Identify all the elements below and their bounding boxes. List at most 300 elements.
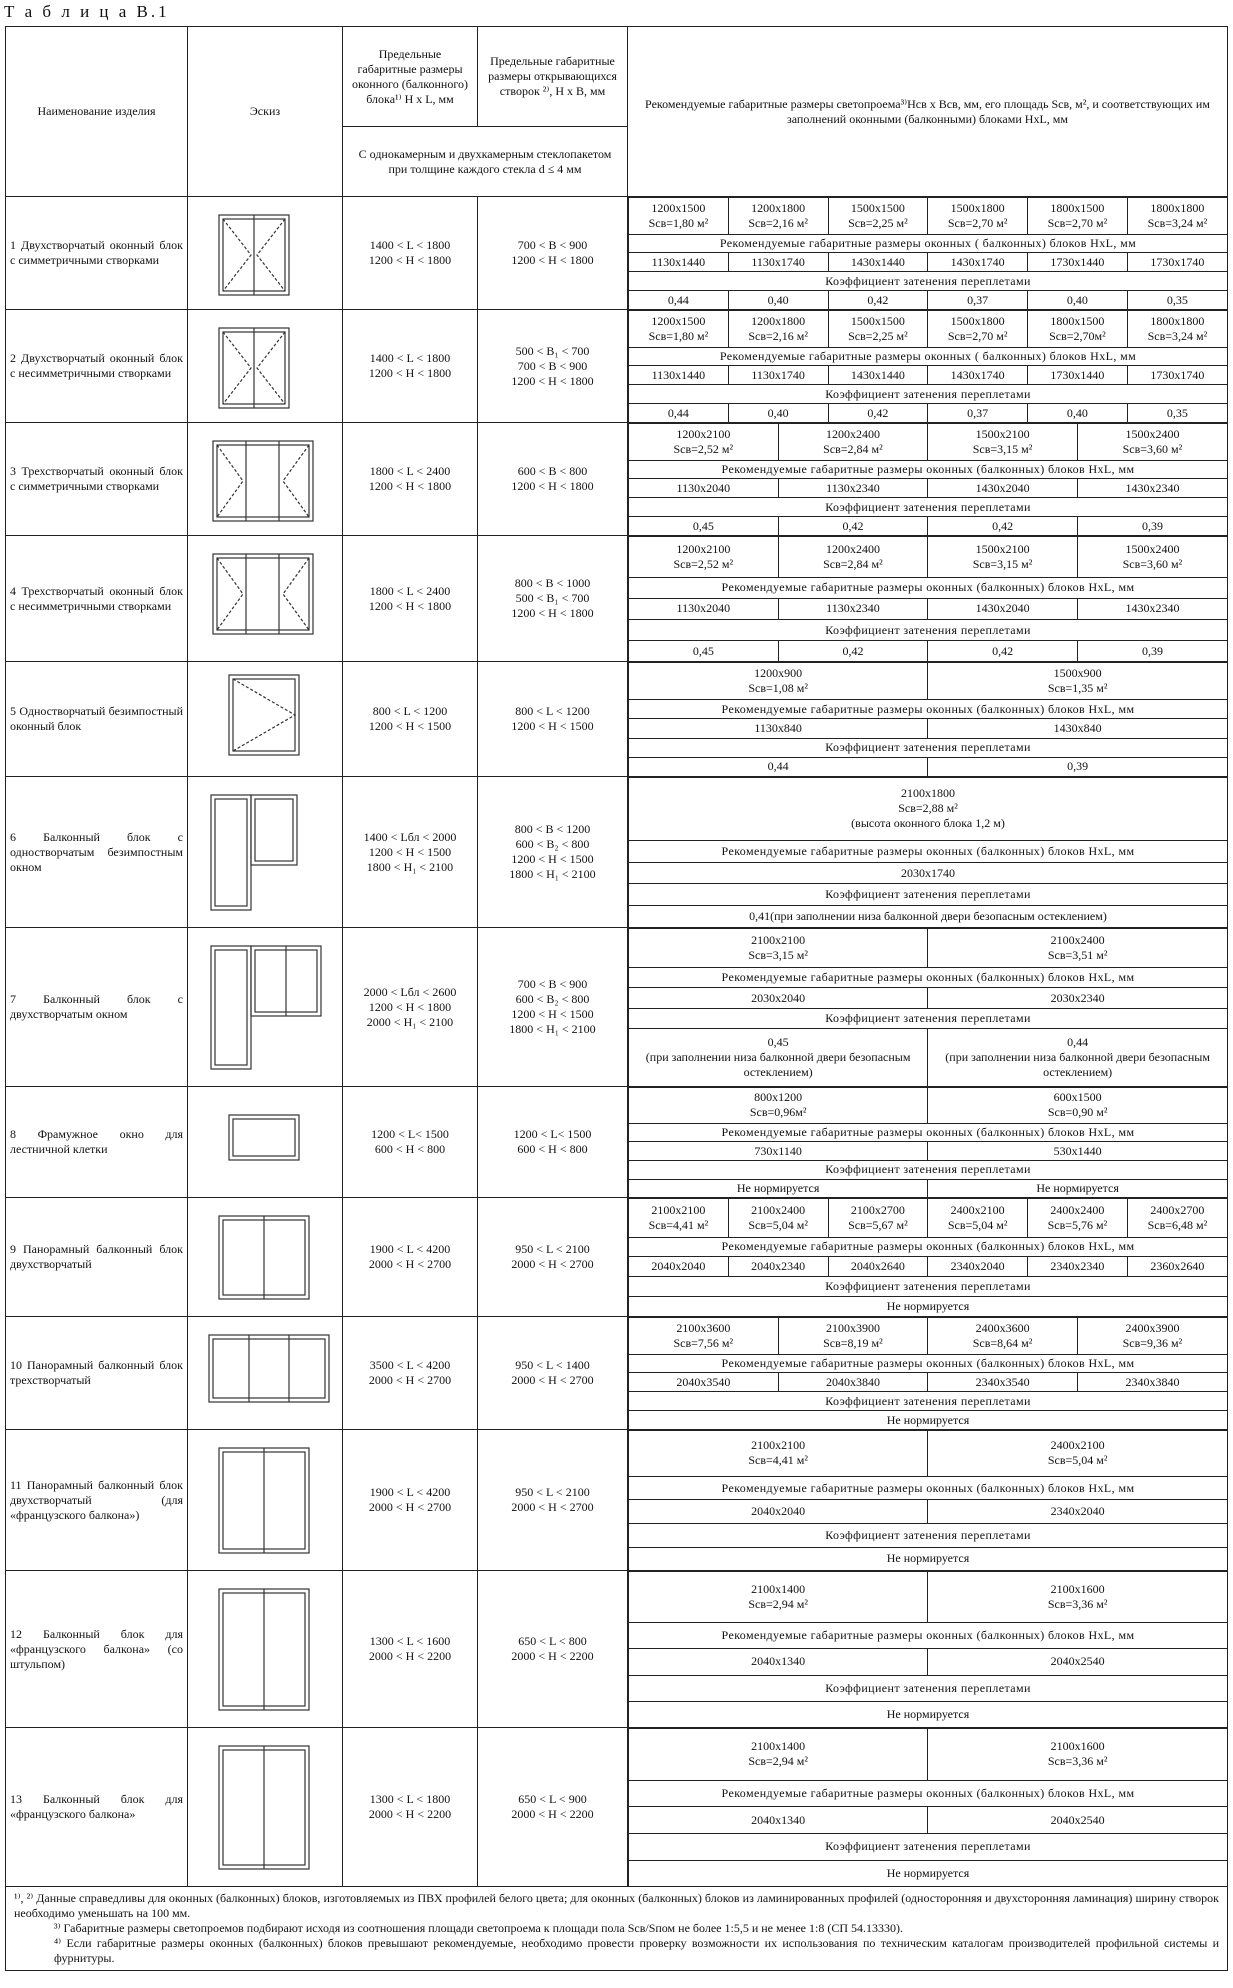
sash-limit: 500 < B₁ < 700 [515,343,590,358]
coef-value: 0,44 [667,405,689,420]
window-sketch-icon [189,780,342,924]
coef-value: 0,42 [867,292,889,307]
opening-size: 2100x1800 [901,786,955,801]
sash-limits [478,777,628,928]
opening-size: 1200x2400 [825,426,880,441]
block-limits [343,662,478,777]
block-size: 1430x1740 [928,366,1028,385]
opening-size: 2100x2700 [850,1202,905,1217]
block-size: 530x1440 [928,1142,1227,1161]
sash-limits [478,662,628,777]
opening-size: 1500x2400 [1125,426,1180,441]
recommended-cell [628,1087,1228,1198]
opening-area: Sсв=3,51 м² [1047,948,1108,963]
coef-value: 0,40 [767,292,789,307]
coef-value: 0,42 [992,518,1014,533]
opening-area: Sсв=2,84 м² [823,556,883,571]
coef-label: Коэффициент затенения переплетами [629,1523,1228,1547]
block-limit: 1800 < L < 2400 [369,464,451,478]
opening-size: 2100x1400 [751,1582,806,1596]
recommended-cell [628,662,1228,777]
header-limits-block: Предельные габаритные размеры оконного (балконного) блока¹⁾ H x L, мм [343,27,478,127]
coef-value: 0,44 [767,759,789,774]
block-size: 2340x3840 [1077,1373,1227,1392]
block-size: 2040x1340 [629,1807,928,1834]
sketch-cell [188,1198,343,1317]
block-limit: 1800 < H₁ < 2100 [366,859,454,874]
block-size: 1130x1440 [629,253,729,272]
sash-limit: 2000 < H < 2700 [511,1373,594,1387]
block-size: 1130x1740 [728,253,828,272]
coef-value: 0,40 [1066,292,1088,307]
block-size: 2030x2040 [629,988,928,1008]
opening-size: 1500x1500 [850,313,905,328]
table-title: Т а б л и ц а В.1 [4,2,170,21]
block-size: 2040x2040 [629,1500,928,1524]
block-size: 2340x2040 [928,1257,1028,1277]
coef-value: Не нормируется [629,1547,1228,1570]
opening-area: Sсв=8,19 м² [823,1335,883,1350]
sketch-cell [188,777,343,928]
sash-limit: 650 < L < 900 [518,1792,587,1806]
opening-size: 2100x2400 [751,1202,806,1217]
opening-area: Sсв=0,90 м² [1047,1105,1108,1120]
opening-size: 1800x1500 [1050,200,1105,215]
recommended-cell [628,928,1228,1087]
opening-area: Sсв=3,15 м² [972,556,1033,571]
sash-limit: 650 < L < 800 [518,1634,587,1648]
table-row [6,536,1228,662]
block-size: 1730x1740 [1127,253,1227,272]
windows-table [5,26,1228,1971]
rec-label: Рекомендуемые габаритные размеры оконных (балконных) блоков HxL, мм [629,700,1228,719]
product-name: 1 Двухстворчатый оконный блок с симметричными створками [6,197,188,310]
block-size: 2040x2040 [629,1257,729,1277]
block-size: 730x1140 [629,1142,928,1161]
rec-label: Рекомендуемые габаритные размеры оконных ( балконных) блоков HxL, мм [629,347,1228,366]
block-size: 2030x2340 [928,988,1227,1008]
product-name: 9 Панорамный балконный блок двухстворчатый [6,1198,188,1317]
block-limits [343,310,478,423]
opening-area: Sсв=0,96м² [749,1105,807,1120]
block-limit: 1200 < H < 1800 [368,253,452,267]
sash-limit: 600 < B₂ < 800 [515,992,590,1006]
window-sketch-icon [189,665,342,773]
opening-size: 2400x2100 [950,1202,1005,1217]
rec-label: Рекомендуемые габаритные размеры оконных (балконных) блоков HxL, мм [629,840,1228,862]
sash-limit: 800 < B < 1200 [514,822,591,836]
opening-area: Sсв=2,52 м² [673,441,734,456]
opening-size: 2400x3600 [975,1320,1030,1335]
opening-area: Sсв=9,36 м² [1122,1335,1183,1350]
opening-size: 2100x1600 [1050,1582,1105,1596]
opening-size: 1500x2100 [975,541,1030,556]
opening-size: 1200x1800 [751,313,806,328]
table-row [6,777,1228,928]
opening-size: 1800x1800 [1150,200,1205,215]
coef-value: 0,45 [692,643,714,658]
sash-limits [478,1317,628,1430]
opening-area: Sсв=2,70м² [1049,328,1106,343]
sash-limit: 800 < B < 1000 [514,576,591,590]
coef-value: 0,44 [667,292,689,307]
table-row [6,1430,1228,1571]
block-limit: 1200 < H < 1500 [368,719,452,733]
window-sketch-icon [189,1201,342,1313]
block-limit: 1200 < H < 1800 [368,598,452,613]
sash-limits [478,1198,628,1317]
block-limits [343,777,478,928]
table-row [6,1198,1228,1317]
product-name: 10 Панорамный балконный блок трехстворчатый [6,1317,188,1430]
opening-area: Sсв=2,88 м² [898,801,958,816]
table-row [6,662,1228,777]
footnote-1: ¹⁾, ²⁾ Данные справедливы для оконных (балконных) блоков, изготовляемых из ПВХ профилей белого цвета; для оконных (балконных) блоков из ламинированных профилей (односторонняя и двухсторонняя ламинация) ширину створок необходимо уменьшать на 100 мм. [14,1891,1219,1920]
sash-limit: 2000 < H < 2200 [511,1649,594,1663]
coef-value: 0,45 [767,1034,789,1049]
window-sketch-icon [189,426,342,532]
block-limit: 1400 < L < 1800 [369,238,451,252]
sash-limits [478,928,628,1087]
window-sketch-icon [189,1731,342,1883]
product-name: 4 Трехстворчатый оконный блок с несимметричными створками [6,536,188,662]
opening-area: Sсв=2,70 м² [947,328,1008,343]
block-size: 1430x1440 [828,253,928,272]
coef-value: Не нормируется [629,1411,1228,1429]
block-limit: 2000 < H < 2700 [368,1500,452,1514]
opening-area: Sсв=4,41 м² [748,1453,808,1468]
sketch-cell [188,662,343,777]
opening-size: 2400x2100 [1050,1438,1105,1453]
sash-limit: 700 < B < 900 [517,238,588,252]
coef-value: Не нормируется [736,1180,820,1195]
table-row [6,928,1228,1087]
opening-area: Sсв=2,70 м² [1047,215,1108,230]
coef-value: 0,45 [692,518,714,533]
window-sketch-icon [189,931,342,1083]
sash-limit: 1200 < H < 1800 [511,253,594,267]
product-name: 3 Трехстворчатый оконный блок с симметричными створками [6,423,188,536]
sash-limit: 950 < L < 2100 [515,1485,590,1499]
block-size: 1130x2340 [778,479,928,498]
table-row [6,1728,1228,1887]
block-limit: 2000 < H < 2200 [368,1649,452,1663]
opening-size: 1500x2400 [1125,541,1180,556]
coef-value: Не нормируется [629,1860,1228,1886]
window-sketch-icon [189,200,342,306]
block-size: 1430x1440 [828,366,928,385]
sketch-cell [188,536,343,662]
block-size: 1430x840 [928,719,1227,738]
coef-label: Коэффициент затенения переплетами [629,385,1228,404]
coef-value: 0,37 [967,292,989,307]
opening-size: 1200x2100 [676,426,731,441]
opening-size: 1200x900 [754,666,803,681]
block-limit: 2000 < H₁ < 2100 [366,1014,454,1029]
coef-value: 0,42 [992,643,1014,658]
rec-label: Рекомендуемые габаритные размеры оконных (балконных) блоков HxL, мм [629,1237,1228,1257]
coef-label: Коэффициент затенения переплетами [629,1675,1228,1701]
header-limits-sash: Предельные габаритные размеры открывающихся створок ²⁾, H x B, мм [478,27,628,127]
sash-limit: 600 < H < 800 [517,1142,588,1156]
block-size: 1730x1440 [1028,366,1128,385]
sketch-cell [188,1087,343,1198]
block-size: 1130x2040 [629,479,779,498]
opening-area: Sсв=1,80 м² [648,215,709,230]
product-name: 12 Балконный блок для «французского балкона» (со штульпом) [6,1571,188,1728]
opening-size: 2400x2400 [1050,1202,1105,1217]
block-limit: 1200 < H < 1800 [368,999,452,1014]
opening-area: Sсв=2,84 м² [823,441,883,456]
block-limit: 1300 < L < 1600 [369,1634,451,1648]
opening-area: Sсв=5,04 м² [947,1217,1008,1232]
sash-limit: 1800 < H₁ < 2100 [509,867,596,881]
block-limit: 1300 < L < 1800 [369,1792,451,1806]
sash-limit: 800 < L < 1200 [515,704,590,718]
coef-value: 0,41(при заполнении низа балконной двери безопасным остеклением) [629,906,1228,927]
sash-limit: 700 < B < 900 [517,358,588,373]
block-limits [343,928,478,1087]
opening-area: Sсв=3,36 м² [1047,1754,1108,1769]
product-name: 7 Балконный блок с двухстворчатым окном [6,928,188,1087]
sash-limit: 2000 < H < 2700 [511,1500,594,1514]
block-size: 1730x1740 [1127,366,1227,385]
coef-value: 0,37 [967,405,989,420]
coef-note: (при заполнении низа балконной двери безопасным остеклением) [645,1049,911,1079]
coef-value: Не нормируется [1036,1180,1119,1195]
coef-value: 0,42 [842,643,864,658]
opening-size: 600x1500 [1053,1090,1102,1105]
window-sketch-icon [189,313,342,419]
footnotes [6,1887,1228,1971]
block-size: 1130x2340 [778,598,928,619]
block-size: 2040x2340 [728,1257,828,1277]
window-sketch-icon [189,1433,342,1567]
opening-area: Sсв=2,94 м² [748,1754,808,1769]
opening-area: Sсв=2,94 м² [748,1597,808,1611]
sash-limit: 1200 < H < 1500 [511,1007,594,1021]
block-size: 1430x2040 [928,479,1078,498]
sketch-cell [188,1317,343,1430]
opening-area: Sсв=3,24 м² [1147,328,1208,343]
sketch-cell [188,197,343,310]
opening-area: Sсв=3,15 м² [748,948,808,963]
opening-size: 2400x3900 [1125,1320,1180,1335]
block-limit: 1800 < L < 2400 [369,583,451,598]
coef-value: 0,42 [842,518,864,533]
coef-label: Коэффициент затенения переплетами [629,1392,1228,1411]
opening-area: Sсв=2,25 м² [848,328,908,343]
coef-label: Коэффициент затенения переплетами [629,1008,1228,1028]
block-size: 2040x2540 [928,1807,1227,1834]
block-limits [343,1198,478,1317]
opening-size: 1200x2400 [825,541,880,556]
block-size: 1430x2340 [1077,598,1227,619]
opening-area: Sсв=3,36 м² [1047,1597,1108,1611]
opening-size: 2100x1400 [751,1739,806,1754]
opening-size: 2100x2100 [751,1438,806,1453]
recommended-cell [628,310,1228,423]
rec-label: Рекомендуемые габаритные размеры оконных (балконных) блоков HxL, мм [629,968,1228,988]
opening-size: 2100x1600 [1050,1739,1105,1754]
block-limits [343,1430,478,1571]
sash-limits [478,423,628,536]
opening-size: 2100x2400 [1050,933,1105,948]
opening-size: 1500x1800 [950,200,1005,215]
sketch-cell [188,1571,343,1728]
block-limits [343,1087,478,1198]
opening-size: 2100x3900 [825,1320,880,1335]
block-limit: 2000 < H < 2700 [368,1257,452,1271]
header-recommended: Рекомендуемые габаритные размеры светопроема³⁾Hсв x Bсв, мм, его площадь Sсв, м², и соответствующих им заполнений оконными (балконными) блоками HxL, мм [628,27,1228,197]
coef-value: 0,42 [867,405,889,420]
block-limit: 1900 < L < 4200 [369,1485,451,1499]
coef-value: 0,40 [767,405,789,420]
sash-limit: 1800 < H₁ < 2100 [509,1022,596,1036]
recommended-cell [628,1317,1228,1430]
block-limits [343,1317,478,1430]
block-limit: 1200 < H < 1800 [368,366,452,380]
block-size: 1430x1740 [928,253,1028,272]
opening-size: 1500x1800 [950,313,1005,328]
coef-value: 0,39 [1141,518,1163,533]
opening-area: Sсв=5,76 м² [1047,1217,1108,1232]
block-limit: 1200 < H < 1500 [368,844,452,859]
opening-size: 1200x1500 [651,313,706,328]
opening-size: 1800x1800 [1150,313,1205,328]
opening-size: 2400x2700 [1150,1202,1205,1217]
header-glazing: С однокамерным и двухкамерным стеклопакетом при толщине каждого стекла d ≤ 4 мм [343,127,628,197]
table-row [6,1317,1228,1430]
recommended-cell [628,1728,1228,1887]
block-limit: 2000 < H < 2700 [368,1373,452,1387]
footnote-3: ³⁾ Габаритные размеры светопроемов подбирают исходя из соотношения площади светопроема к площади пола Sсв/Sпом не более 1:5,5 и не менее 1:8 (СП 54.13330). [54,1921,903,1935]
sash-limit: 950 < L < 1400 [515,1358,590,1372]
opening-area: Sсв=1,08 м² [748,681,808,696]
opening-area: Sсв=7,56 м² [673,1335,734,1350]
opening-size: 800x1200 [754,1090,803,1105]
coef-label: Коэффициент затенения переплетами [629,498,1228,517]
coef-value: Не нормируется [629,1297,1228,1316]
block-limits [343,423,478,536]
sketch-cell [188,423,343,536]
sash-limit: 1200 < L< 1500 [513,1127,592,1141]
block-size: 1730x1440 [1028,253,1128,272]
block-limits [343,197,478,310]
block-size: 2040x3840 [778,1373,928,1392]
product-name: 5 Одностворчатый безимпостный оконный блок [6,662,188,777]
sash-limit: 600 < B₂ < 800 [515,837,590,851]
coef-label: Коэффициент затенения переплетами [629,619,1228,640]
sash-limits [478,1087,628,1198]
block-size: 2340x2040 [928,1500,1227,1524]
sash-limits [478,310,628,423]
opening-area: Sсв=3,60 м² [1122,441,1183,456]
coef-value: 0,39 [1067,759,1089,774]
recommended-cell [628,777,1228,928]
opening-size: 2100x2100 [651,1202,706,1217]
window-sketch-icon [189,1090,342,1194]
opening-size: 1500x2100 [975,426,1030,441]
product-name: 2 Двухстворчатый оконный блок с несимметричными створками [6,310,188,423]
block-size: 1430x2340 [1077,479,1227,498]
coef-value: 0,39 [1141,643,1163,658]
block-size: 1430x2040 [928,598,1078,619]
block-limit: 3500 < L < 4200 [369,1358,451,1372]
sash-limits [478,1571,628,1728]
opening-size: 1200x2100 [676,541,731,556]
sketch-cell [188,928,343,1087]
opening-size: 1200x1800 [751,200,806,215]
coef-label: Коэффициент затенения переплетами [629,1160,1228,1179]
sash-limit: 1200 < H < 1800 [511,606,594,620]
opening-area: Sсв=2,70 м² [947,215,1008,230]
sash-limits [478,536,628,662]
rec-label: Рекомендуемые габаритные размеры оконных (балконных) блоков HxL, мм [629,1123,1228,1142]
block-size: 2360x2640 [1127,1257,1227,1277]
sash-limit: 2000 < H < 2200 [511,1807,594,1821]
rec-label: Рекомендуемые габаритные размеры оконных (балконных) блоков HxL, мм [629,1780,1228,1807]
opening-area: Sсв=3,24 м² [1147,215,1208,230]
sash-limits [478,1728,628,1887]
opening-size: 1500x1500 [850,200,905,215]
coef-label: Коэффициент затенения переплетами [629,738,1228,757]
header-sketch: Эскиз [188,27,343,197]
coef-value: 0,35 [1166,292,1188,307]
opening-area: Sсв=2,25 м² [848,215,908,230]
coef-label: Коэффициент затенения переплетами [629,1833,1228,1860]
table-row [6,310,1228,423]
block-size: 2040x2540 [928,1649,1227,1675]
table-row [6,1087,1228,1198]
block-limit: 1400 < Lбл < 2000 [363,829,457,844]
block-limits [343,1571,478,1728]
recommended-cell [628,423,1228,536]
sash-limit: 1200 < H < 1800 [511,479,594,493]
opening-area: Sсв=1,35 м² [1047,681,1108,696]
opening-area: Sсв=3,15 м² [972,441,1033,456]
block-limit: 1400 < L < 1800 [369,351,451,365]
rec-label: Рекомендуемые габаритные размеры оконных (балконных) блоков HxL, мм [629,460,1228,479]
block-size: 1130x1440 [629,366,729,385]
block-limit: 1900 < L < 4200 [369,1242,451,1256]
sash-limit: 700 < B < 900 [517,977,588,991]
coef-label: Коэффициент затенения переплетами [629,272,1228,291]
rec-label: Рекомендуемые габаритные размеры оконных (балконных) блоков HxL, мм [629,577,1228,598]
sash-limit: 500 < B₁ < 700 [515,591,590,605]
rec-label: Рекомендуемые габаритные размеры оконных (балконных) блоков HxL, мм [629,1354,1228,1373]
coef-value: Не нормируется [629,1701,1228,1727]
opening-area: Sсв=5,04 м² [748,1217,808,1232]
rec-label: Рекомендуемые габаритные размеры оконных ( балконных) блоков HxL, мм [629,234,1228,253]
window-sketch-icon [189,1320,342,1426]
sash-limit: 600 < B < 800 [517,464,588,478]
block-size: 2030x1740 [629,862,1228,884]
block-limit: 2000 < H < 2200 [368,1807,452,1821]
block-size: 2040x2640 [828,1257,928,1277]
sash-limit: 2000 < H < 2700 [511,1257,594,1271]
block-limit: 800 < L < 1200 [372,704,448,718]
sketch-cell [188,1430,343,1571]
sash-limits [478,1430,628,1571]
opening-note: (высота оконного блока 1,2 м) [851,816,1005,831]
block-limit: 1200 < L< 1500 [371,1127,449,1141]
coef-value: 0,44 [1067,1034,1089,1049]
block-limit: 600 < H < 800 [374,1142,446,1156]
recommended-cell [628,1571,1228,1728]
opening-area: Sсв=5,67 м² [848,1217,908,1232]
window-sketch-icon [189,1574,342,1724]
